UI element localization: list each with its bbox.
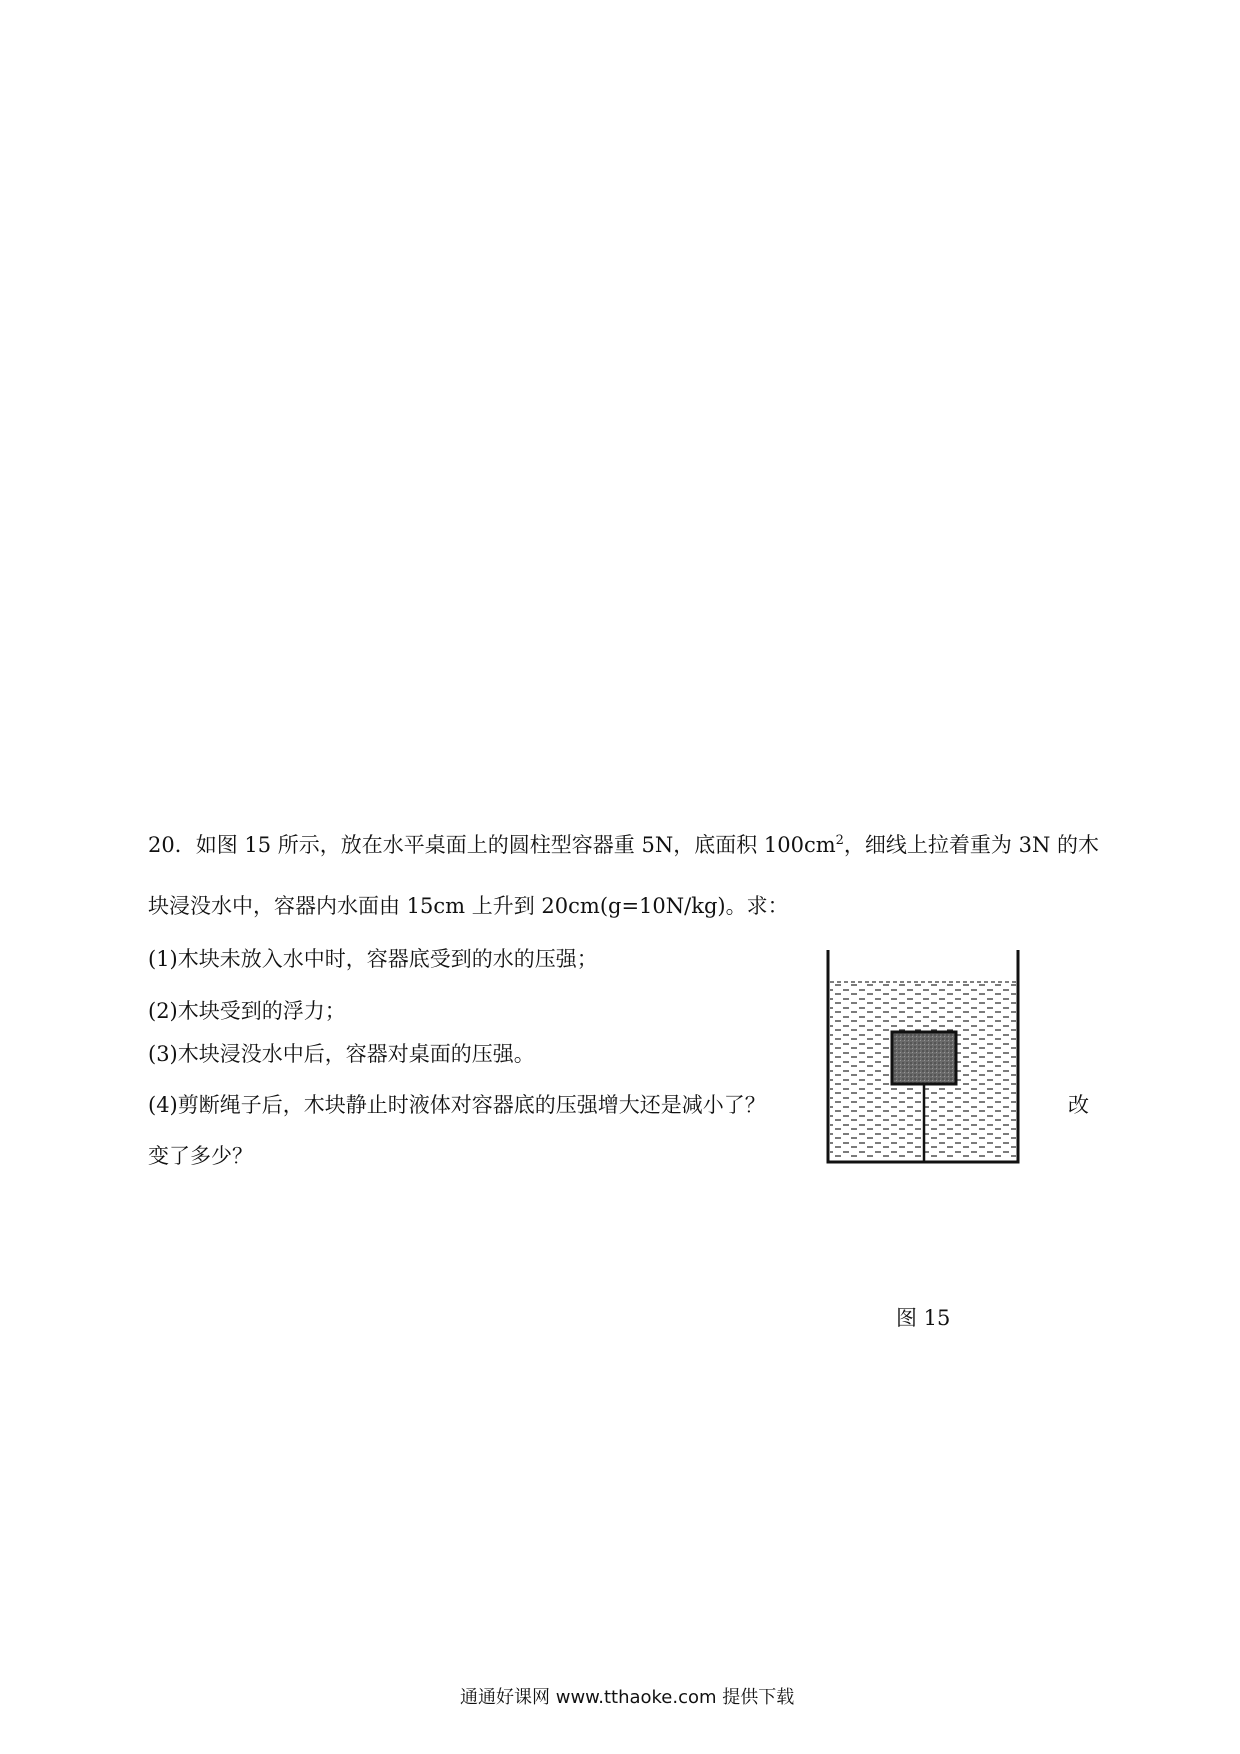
question-4: (4)剪断绳子后，木块静止时液体对容器底的压强增大还是减小了？ [148,1093,766,1117]
container-figure [826,950,1026,1170]
problem-line-2: 块浸没水中，容器内水面由 15cm 上升到 20cm(g=10N/kg)。求： [148,894,789,918]
figure-caption: 图 15 [896,1306,951,1330]
question-2: (2)木块受到的浮力； [148,999,346,1023]
problem-line-1 [148,828,1099,858]
wood-block [892,1032,956,1084]
footer-text: 通通好课网 www.tthaoke.com 提供下载 [460,1687,795,1708]
question-3: (3)木块浸没水中后，容器对桌面的压强。 [148,1042,535,1066]
problem-text-1b: ，细线上拉着重为 3N 的木 [843,833,1100,857]
question-4-continued: 改 [1068,1093,1089,1117]
superscript-2: 2 [835,833,844,848]
problem-text-1a: 20．如图 15 所示，放在水平桌面上的圆柱型容器重 5N，底面积 100cm [148,833,836,857]
question-1: (1)木块未放入水中时，容器底受到的水的压强； [148,947,598,971]
question-4-end: 变了多少？ [148,1144,253,1168]
